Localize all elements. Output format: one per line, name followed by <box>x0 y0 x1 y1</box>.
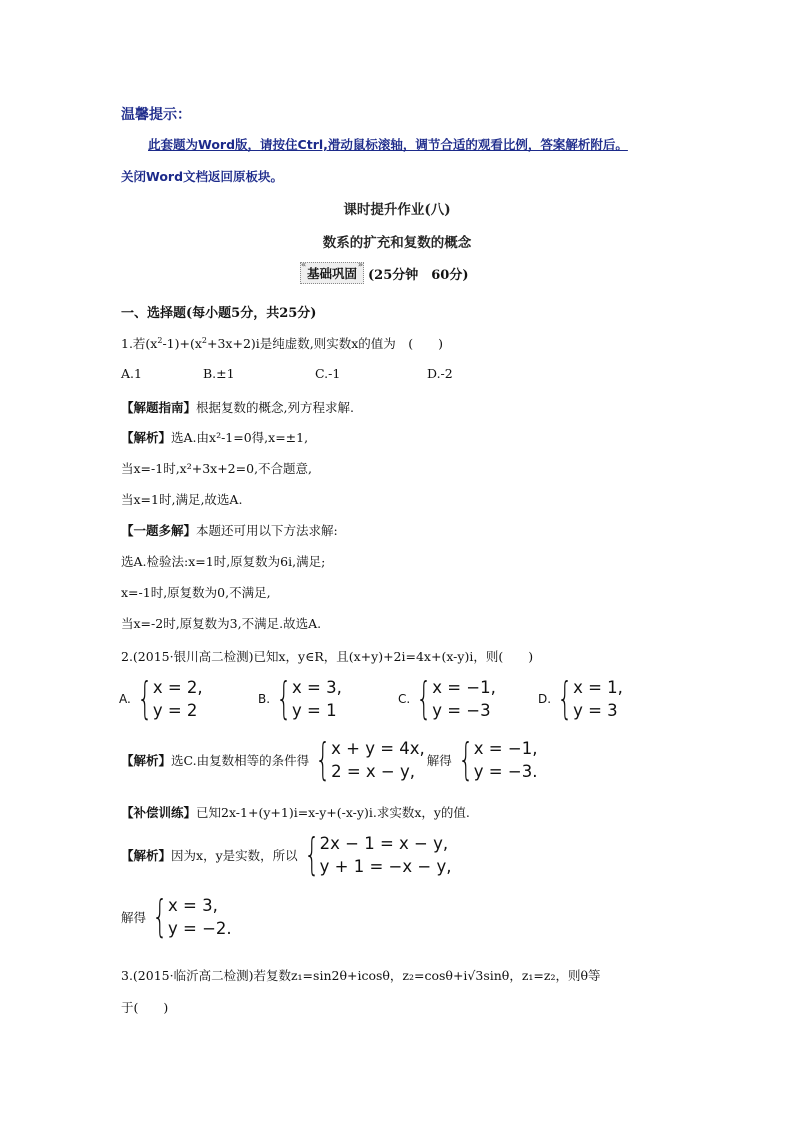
q1-analysis-2: 当x=-1时,x²+3x+2=0,不合题意, <box>121 461 313 476</box>
q1-option-a: A.1 <box>121 366 142 381</box>
q1-stem: 1.若$(x^2-1)+(x^2+3x+2)i$是纯虚数,则实数x的值为 ( ) <box>121 335 444 351</box>
section-heading: 一、选择题(每小题5分，共25分) <box>121 306 317 321</box>
level-badge: « 基础巩固 » <box>300 262 364 284</box>
q2-option-c: C. { x = −1, y = −3 <box>398 673 496 724</box>
page-title: 课时提升作业(八) <box>343 202 451 218</box>
supp-solution: 解得 { x = 3, y = −2. <box>121 891 232 942</box>
q2-option-d: D. { x = 1, y = 3 <box>538 673 623 724</box>
tip-line-2: 关闭Word文档返回原板块。 <box>121 169 284 184</box>
q1-guide: 【解题指南】根据复数的概念,列方程求解. <box>121 400 354 415</box>
q1-multi-3: 当x=-2时,原复数为3,不满足.故选A. <box>121 616 322 631</box>
level-row <box>300 262 469 284</box>
q1-multi: 【一题多解】本题还可用以下方法求解: <box>121 523 338 538</box>
time-score: (25分钟 60分) <box>368 267 469 283</box>
q1-option-c: C.-1 <box>315 366 341 381</box>
q2-option-a: A. { x = 2, y = 2 <box>119 673 203 724</box>
q1-analysis-3: 当x=1时,满足,故选A. <box>121 492 243 507</box>
q2-option-b: B. { x = 3, y = 1 <box>258 673 342 724</box>
q1-option-d: D.-2 <box>427 366 453 381</box>
q1-multi-1: 选A.检验法:x=1时,原复数为6i,满足; <box>121 554 326 569</box>
supp-question: 【补偿训练】已知2x-1+(y+1)i=x-y+(-x-y)i.求实数x，y的值. <box>121 805 470 820</box>
q3-stem-2: 于( ) <box>121 1000 169 1015</box>
tip-title: 温馨提示： <box>121 107 191 123</box>
supp-analysis: 【解析】 因为x，y是实数，所以 { 2x − 1 = x − y, y + 1 = −x − y, <box>121 829 452 880</box>
q1-analysis: 【解析】选A.由x²-1=0得,x=±1, <box>121 430 309 445</box>
q2-analysis: 【解析】 选C.由复数相等的条件得 { x + y = 4x, 2 = x − y, 解得 { x = −1, y = −3. <box>121 734 538 785</box>
q2-stem: 2.(2015·银川高二检测)已知x，y∈R，且(x+y)+2i=4x+(x-y)i，则( ) <box>121 649 534 664</box>
q1-option-b: B.±1 <box>203 366 235 381</box>
q3-stem: 3.(2015·临沂高二检测)若复数z₁=sin2θ+icosθ，z₂=cosθ+i√3sinθ，z₁=z₂，则θ等 <box>121 968 601 983</box>
page-subtitle: 数系的扩充和复数的概念 <box>322 235 472 251</box>
q1-multi-2: x=-1时,原复数为0,不满足, <box>121 585 271 600</box>
tip-line-1: 此套题为Word版，请按住Ctrl,滑动鼠标滚轴，调节合适的观看比例，答案解析附后。 <box>148 137 628 152</box>
